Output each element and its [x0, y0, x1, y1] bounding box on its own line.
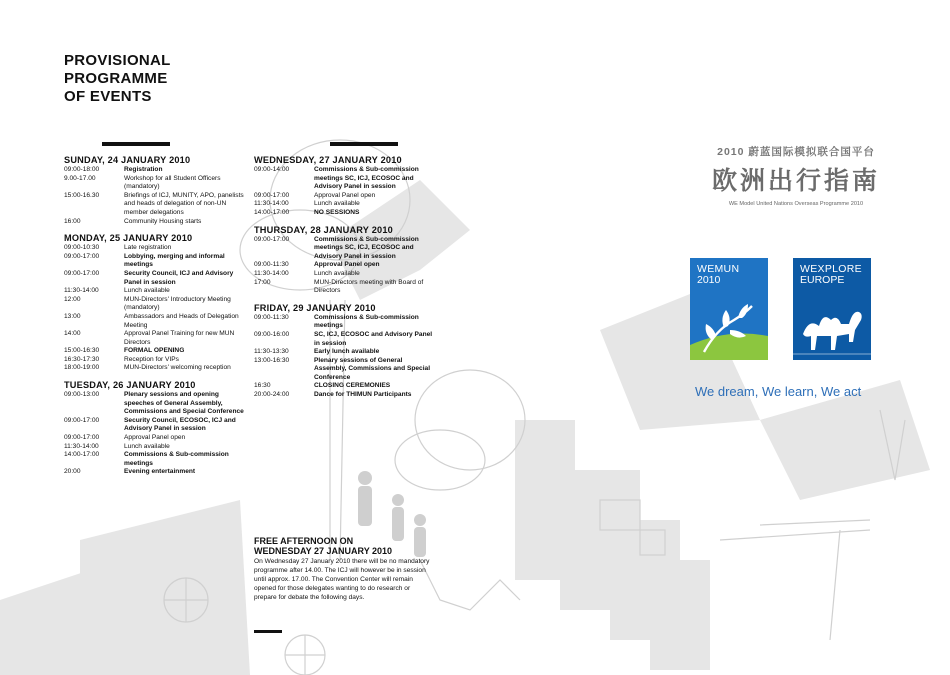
- brand-chinese-title: 欧洲出行指南: [711, 167, 880, 195]
- event-row: [254, 348, 434, 357]
- event-time: 09:00-17:00: [64, 434, 100, 442]
- event-desc: Approval Panel open: [124, 434, 186, 442]
- event-desc: Commissions & Sub-commission meetings: [314, 313, 419, 330]
- event-desc: FORMAL OPENING: [124, 347, 185, 355]
- event-desc: Briefings of ICJ, MUNITY, APO, panelists and heads of delegation of non-UN member delegations: [124, 191, 244, 216]
- event-desc: Plenary sessions of General Assembly, Commissions and Special Conference: [314, 356, 431, 381]
- event-row: [64, 356, 249, 365]
- leaf-icon: [690, 290, 768, 360]
- event-row: [254, 357, 434, 383]
- brand-block: [696, 144, 896, 207]
- title-line: PROVISIONAL: [64, 52, 171, 69]
- event-row: [64, 417, 249, 434]
- event-time: 11:30-14:00: [254, 200, 289, 208]
- event-row: [64, 166, 249, 175]
- event-row: [254, 166, 434, 192]
- event-time: 09:00-17:00: [254, 235, 290, 243]
- event-time: 18:00-19:00: [64, 364, 100, 372]
- event-time: 20:00-24:00: [254, 391, 290, 399]
- badge-line: EUROPE: [800, 274, 845, 286]
- event-time: 09:00-14:00: [254, 166, 290, 173]
- event-time: 13:00-16:30: [254, 356, 290, 364]
- event-desc: Lunch available: [124, 287, 170, 295]
- tagline: We dream, We learn, We act: [695, 384, 862, 399]
- event-desc: Commissions & Sub-commission meetings SC, ICJ, ECOSOC and Advisory Panel in session: [314, 235, 419, 260]
- free-afternoon-heading: FREE AFTERNOON ON: [254, 536, 354, 546]
- event-time: 14:00-17:00: [64, 451, 100, 459]
- camel-icon: [793, 290, 871, 360]
- event-row: [64, 330, 249, 347]
- event-desc: Evening entertainment: [124, 468, 196, 476]
- event-desc: Community Housing starts: [124, 217, 202, 225]
- event-desc: MUN-Directors' Introductory Meeting (mandatory): [124, 295, 231, 312]
- event-time: 09:00-17:00: [64, 252, 100, 260]
- event-row: [64, 364, 249, 373]
- event-desc: Commissions & Sub-commission meetings: [124, 451, 229, 467]
- day-heading-tuesday: TUESDAY, 26 JANUARY 2010: [64, 380, 196, 391]
- event-time: 20:00: [64, 468, 81, 476]
- event-time: 09:00-10:30: [64, 244, 100, 252]
- event-row: [64, 451, 249, 468]
- event-row: [64, 296, 249, 313]
- event-time: 16:30: [254, 382, 271, 390]
- event-time: 12:00: [64, 295, 81, 303]
- event-time: 16:30-17:30: [64, 355, 100, 363]
- schedule-column-left: [64, 155, 249, 477]
- badge-line: WEMUN: [697, 263, 740, 275]
- event-row: [254, 236, 434, 262]
- event-desc: Workshop for all Student Officers (mandatory): [124, 174, 221, 191]
- event-time: 11:30-13:30: [254, 348, 289, 356]
- event-time: 09:00-11:30: [254, 313, 289, 321]
- event-row: [254, 261, 434, 270]
- event-desc: Lobbying, merging and informal meetings: [124, 252, 225, 269]
- event-desc: Lunch available: [124, 442, 170, 450]
- event-time: 11:30-14:00: [64, 287, 99, 295]
- event-row: [254, 382, 434, 391]
- event-row: [64, 391, 249, 417]
- schedule-column-middle: [254, 155, 434, 400]
- event-row: [64, 434, 249, 443]
- wexplore-badge: [793, 258, 871, 360]
- event-row: [64, 313, 249, 330]
- free-afternoon-notice: [254, 536, 434, 602]
- event-time: 09:00-17:00: [64, 269, 100, 277]
- event-time: 09:00-18:00: [64, 166, 100, 173]
- free-afternoon-text: On Wednesday 27 January 2010 there will be no mandatory programme after 14.00. The ICJ will however be in session until approx. 17.00. The Convention Center will remain opened for those delegates wanting to do research or prepare for debate the following days.: [254, 558, 430, 601]
- event-desc: Dance for THIMUN Participants: [314, 391, 412, 399]
- event-desc: Approval Panel open: [314, 191, 376, 199]
- day-heading-thursday: THURSDAY, 28 JANUARY 2010: [254, 224, 393, 235]
- brand-english-subtitle: WE Model United Nations Overseas Programme 2010: [728, 201, 864, 207]
- divider: [330, 142, 398, 146]
- event-row: [64, 192, 249, 218]
- event-time: 13:00: [64, 312, 81, 320]
- event-time: 09:00-16:00: [254, 330, 290, 338]
- title-line: PROGRAMME: [64, 70, 168, 87]
- event-row: [254, 331, 434, 348]
- event-time: 16:00: [64, 217, 81, 225]
- event-time: 09:00-13:00: [64, 391, 100, 399]
- event-time: 9.00-17.00: [64, 174, 96, 182]
- title-line: OF EVENTS: [64, 88, 152, 105]
- event-row: [254, 270, 434, 279]
- event-row: [254, 209, 434, 218]
- event-row: [64, 468, 249, 477]
- event-time: 09:00-11:30: [254, 261, 289, 269]
- event-time: 17:00: [254, 278, 271, 286]
- event-row: [64, 253, 249, 270]
- event-desc: CLOSING CEREMONIES: [314, 382, 391, 390]
- event-time: 11:30-14:00: [64, 442, 99, 450]
- event-time: 09:00-17:00: [254, 191, 290, 199]
- event-row: [64, 218, 249, 227]
- event-row: [254, 279, 434, 296]
- event-desc: Lunch available: [314, 200, 360, 208]
- brand-chinese-subtitle: 2010 蔚蓝国际模拟联合国平台: [717, 146, 875, 158]
- event-desc: Security Council, ECOSOC, ICJ and Advisory Panel in session: [124, 416, 236, 433]
- event-desc: MUN-Directors meeting with Board of Directors: [314, 278, 424, 295]
- day-heading-monday: MONDAY, 25 JANUARY 2010: [64, 233, 193, 244]
- event-desc: Lunch available: [314, 269, 360, 277]
- day-heading-sunday: SUNDAY, 24 JANUARY 2010: [64, 155, 191, 165]
- event-row: [64, 287, 249, 296]
- event-row: [64, 270, 249, 287]
- day-heading-friday: FRIDAY, 29 JANUARY 2010: [254, 302, 376, 313]
- event-desc: Approval Panel Training for new MUN Directors: [124, 330, 235, 346]
- event-desc: MUN-Directors' welcoming reception: [124, 364, 231, 372]
- event-row: [64, 347, 249, 356]
- page-title: [64, 52, 171, 106]
- event-time: 09:00-17:00: [64, 416, 100, 424]
- event-desc: Plenary sessions and opening speeches of General Assembly, Commissions and Special Conference: [124, 391, 244, 416]
- event-time: 14:00: [64, 330, 81, 338]
- badge-line: WEXPLORE: [800, 263, 862, 275]
- event-desc: Approval Panel open: [314, 261, 380, 269]
- event-row: [254, 391, 434, 400]
- event-row: [64, 244, 249, 253]
- badge-line: 2010: [697, 274, 721, 286]
- event-desc: Security Council, ICJ and Advisory Panel in session: [124, 269, 234, 286]
- event-time: 15:00-16.30: [64, 191, 100, 199]
- event-row: [254, 314, 434, 331]
- event-row: [64, 443, 249, 452]
- divider: [254, 630, 282, 633]
- free-afternoon-heading: WEDNESDAY 27 JANUARY 2010: [254, 546, 393, 556]
- event-desc: Commissions & Sub-commission meetings SC, ICJ, ECOSOC and Advisory Panel in session: [314, 166, 419, 191]
- divider: [102, 142, 170, 146]
- event-time: 15:00-16:30: [64, 347, 100, 355]
- event-desc: Ambassadors and Heads of Delegation Meeting: [124, 312, 239, 329]
- wemun-badge: [690, 258, 768, 360]
- day-heading-wednesday: WEDNESDAY, 27 JANUARY 2010: [254, 155, 402, 165]
- event-row: [254, 200, 434, 209]
- event-desc: SC, ICJ, ECOSOC and Advisory Panel in session: [314, 330, 433, 347]
- event-row: [254, 192, 434, 201]
- event-desc: Registration: [124, 166, 163, 173]
- event-desc: Early lunch available: [314, 348, 380, 356]
- event-desc: Late registration: [124, 244, 172, 252]
- event-desc: Reception for VIPs: [124, 355, 179, 363]
- event-time: 11:30-14:00: [254, 269, 289, 277]
- event-row: [64, 175, 249, 192]
- event-desc: NO SESSIONS: [314, 208, 360, 216]
- event-time: 14:00-17:00: [254, 208, 290, 216]
